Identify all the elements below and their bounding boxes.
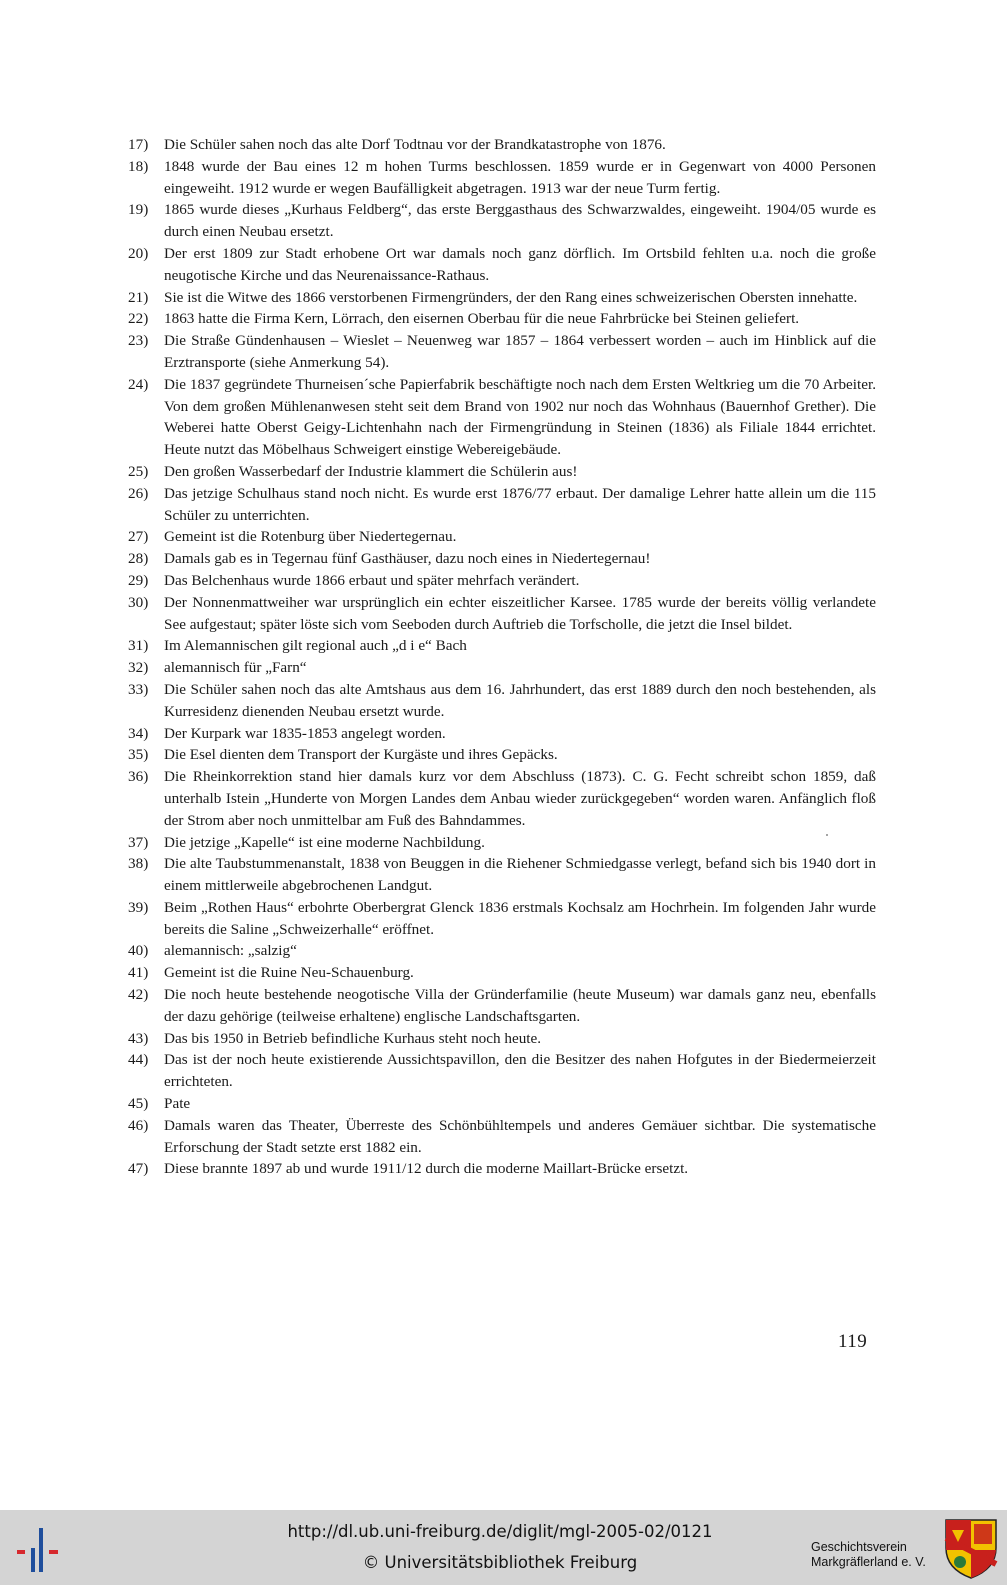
footnote-number: 24) [128, 375, 149, 393]
footnote-text: Das jetzige Schulhaus stand noch nicht. Es wurde erst 1876/77 erbaut. Der damalige Lehrer hatte allein um die 115 Schüler zu unterrichten. [164, 484, 876, 524]
footnote-text: alemannisch: „salzig“ [164, 942, 297, 960]
footnotes-list [128, 134, 876, 1180]
source-url-link[interactable]: http://dl.ub.uni-freiburg.de/diglit/mgl-2005-02/0121 [287, 1522, 713, 1541]
society-name [811, 1540, 951, 1570]
footnote-text: Die alte Taubstummenanstalt, 1838 von Beuggen in die Riehener Schmiedgasse verlegt, befand sich bis 1940 dort in einem mittlerweile abgebrochenen Landgut. [164, 855, 876, 895]
footnote-item [128, 832, 876, 854]
footnote-text: Die 1837 gegründete Thurneisen´sche Papierfabrik beschäftigte noch nach dem Ersten Weltkrieg um die 70 Arbeiter. Von dem großen Mühlenanwesen steht seit dem Brand von 1902 nur noch das Wohnhaus (Bauernhof Grether). Die Weberei hatte Oberst Geigy-Lichtenhahn nach der Firmengründung in Steinen (1836) als Filiale 1844 errichtet. Heute nutzt das Möbelhaus Schweigert einstige Webereigebäude. [164, 375, 876, 459]
footnote-text: 1863 hatte die Firma Kern, Lörrach, den eisernen Oberbau für die neue Fahrbrücke bei Steinen geliefert. [164, 310, 800, 328]
footnote-item [128, 592, 876, 636]
footnote-number: 17) [128, 136, 149, 153]
footnote-number: 41) [128, 964, 149, 982]
page-number: 119 [838, 1331, 868, 1352]
footnote-number: 30) [128, 593, 149, 611]
footnote-number: 18) [128, 157, 149, 175]
footnote-item [128, 723, 876, 745]
footnote-item [128, 1049, 876, 1093]
footnote-item [128, 1158, 876, 1180]
footnote-text: Gemeint ist die Ruine Neu-Schauenburg. [164, 964, 414, 982]
footnote-number: 22) [128, 310, 149, 328]
footnote-item [128, 940, 876, 962]
footnote-text: Damals waren das Theater, Überreste des Schönbühltempels und anderes Gemäuer sichtbar. Die systematische Erforschung der Stadt setzte erst 1882 ein. [164, 1116, 876, 1156]
footnote-item [128, 744, 876, 766]
footnote-text: Die Schüler sahen noch das alte Amtshaus aus dem 16. Jahrhundert, das erst 1889 durch den noch bestehenden, als Kurresidenz dienenden Neubau ersetzt wurde. [164, 680, 876, 720]
footnote-text: Damals gab es in Tegernau fünf Gasthäuser, dazu noch eines in Niedertegernau! [164, 550, 651, 568]
footnote-text: 1865 wurde dieses „Kurhaus Feldberg“, das erste Berggasthaus des Schwarzwaldes, eingeweiht. 1904/05 wurde es durch einen Neubau ersetzt. [164, 201, 876, 241]
footnote-item [128, 374, 876, 461]
footnote-number: 42) [128, 986, 149, 1004]
footnote-item [128, 766, 876, 831]
footnote-item [128, 570, 876, 592]
footnote-number: 28) [128, 550, 149, 568]
footnote-number: 39) [128, 898, 149, 916]
footnote-text: alemannisch für „Farn“ [164, 659, 307, 677]
footnote-text: Die Straße Gündenhausen – Wieslet – Neuenweg war 1857 – 1864 verbessert worden – auch im Hinblick auf die Erztransporte (siehe Anmerkung 54). [164, 332, 876, 371]
footnote-number: 45) [128, 1095, 149, 1113]
footnote-text: Die jetzige „Kapelle“ ist eine moderne Nachbildung. [164, 833, 485, 851]
footnote-number: 23) [128, 332, 149, 350]
footnote-item [128, 1115, 876, 1159]
footnote-number: 33) [128, 680, 149, 698]
footnote-item [128, 1028, 876, 1050]
footnote-number: 34) [128, 724, 149, 742]
footnote-number: 25) [128, 462, 149, 480]
coat-of-arms-icon [944, 1518, 998, 1580]
footnote-item [128, 461, 876, 483]
ub-freiburg-logo-icon [14, 1524, 62, 1572]
footnote-item [128, 199, 876, 243]
footnote-text: Im Alemannischen gilt regional auch „d i e“ Bach [164, 637, 467, 655]
footnote-text: Pate [164, 1095, 191, 1113]
footnote-number: 40) [128, 942, 149, 960]
footnote-text: Den großen Wasserbedarf der Industrie klammert die Schülerin aus! [164, 462, 578, 480]
footnote-item [128, 984, 876, 1028]
footnote-number: 32) [128, 659, 149, 677]
footnote-text: Die Schüler sahen noch das alte Dorf Todtnau vor der Brandkatastrophe von 1876. [164, 136, 666, 153]
footnote-item [128, 483, 876, 527]
footnote-number: 38) [128, 855, 149, 873]
footnote-item [128, 962, 876, 984]
footnote-number: 29) [128, 571, 149, 589]
footnote-number: 20) [128, 244, 149, 262]
footnote-item [128, 548, 876, 570]
footnote-text: Das ist der noch heute existierende Aussichtspavillon, den die Besitzer des nahen Hofgutes in der Biedermeierzeit errichteten. [164, 1051, 876, 1091]
footnote-item [128, 156, 876, 200]
footnote-number: 36) [128, 768, 149, 786]
society-name-line1: Geschichtsverein [811, 1540, 907, 1554]
footnote-item [128, 853, 876, 897]
footnote-number: 26) [128, 484, 149, 502]
footnote-item [128, 657, 876, 679]
footnote-text: Die Esel dienten dem Transport der Kurgäste und ihres Gepäcks. [164, 746, 558, 764]
footnote-number: 44) [128, 1051, 149, 1069]
footnote-item [128, 897, 876, 941]
footnote-text: Der Nonnenmattweiher war ursprünglich ein echter eiszeitlicher Karsee. 1785 wurde der bereits völlig verlandete See aufgestaut; später löste sich vom Seeboden durch Auftrieb die Torfscholle, die jetzt die Insel bildet. [164, 593, 876, 633]
footnote-number: 37) [128, 833, 149, 851]
footnote-text: Der Kurpark war 1835-1853 angelegt worden. [164, 724, 446, 742]
footnote-text: Die Rheinkorrektion stand hier damals kurz vor dem Abschluss (1873). C. G. Fecht schreibt schon 1859, daß unterhalb Istein „Hunderte von Morgen Landes dem Anbau wieder zurückgegeben“ worden waren. Anfänglich floß der Strom aber noch unmittelbar am Fuß des Bahndammes. [164, 768, 876, 829]
footnote-number: 43) [128, 1029, 149, 1047]
footnote-text: Beim „Rothen Haus“ erbohrte Oberbergrat Glenck 1836 erstmals Kochsalz am Hochrhein. Im folgenden Jahr wurde bereits die Saline „Schweizerhalle“ eröffnet. [164, 898, 876, 938]
footnote-text: Gemeint ist die Rotenburg über Niedertegernau. [164, 528, 457, 546]
footnote-number: 27) [128, 528, 149, 546]
footnote-text: Der erst 1809 zur Stadt erhobene Ort war damals noch ganz dörflich. Im Ortsbild fehlten u.a. noch die große neugotische Kirche und das Neurenaissance-Rathaus. [164, 244, 876, 284]
footnote-text: Die noch heute bestehende neogotische Villa der Gründerfamilie (heute Museum) war damals ganz neu, ebenfalls der dazu gehörige (teilweise erhaltene) englische Landschaftsgarten. [164, 986, 876, 1025]
footnote-number: 31) [128, 637, 149, 655]
footnote-number: 35) [128, 746, 149, 764]
footnote-number: 47) [128, 1160, 149, 1178]
footnote-number: 19) [128, 201, 149, 219]
footnote-item [128, 679, 876, 723]
society-name-line2: Markgräflerland e. V. [811, 1555, 926, 1569]
scan-speck [826, 834, 828, 836]
copyright-text: © Universitätsbibliothek Freiburg [362, 1553, 638, 1572]
footnote-text: Sie ist die Witwe des 1866 verstorbenen Firmengründers, der den Rang eines schweizerischen Obersten innehatte. [164, 288, 858, 306]
footnote-text: Das bis 1950 in Betrieb befindliche Kurhaus steht noch heute. [164, 1029, 542, 1047]
footnote-text: Diese brannte 1897 ab und wurde 1911/12 durch die moderne Maillart-Brücke ersetzt. [164, 1160, 689, 1178]
footnote-number: 21) [128, 288, 149, 306]
footer-bar [0, 1510, 1007, 1585]
footnote-item [128, 1093, 876, 1115]
footnote-text: Das Belchenhaus wurde 1866 erbaut und später mehrfach verändert. [164, 571, 580, 589]
footnote-item [128, 287, 876, 309]
footnote-item [128, 635, 876, 657]
footnote-item [128, 134, 876, 156]
footnote-number: 46) [128, 1116, 149, 1134]
footnote-item [128, 308, 876, 330]
footnote-item [128, 243, 876, 287]
footnote-text: 1848 wurde der Bau eines 12 m hohen Turms beschlossen. 1859 wurde er in Gegenwart von 4000 Personen eingeweiht. 1912 wurde er wegen Baufälligkeit abgetragen. 1913 war der neue Turm fertig. [164, 157, 876, 197]
footnote-item [128, 330, 876, 374]
footnote-item [128, 526, 876, 548]
